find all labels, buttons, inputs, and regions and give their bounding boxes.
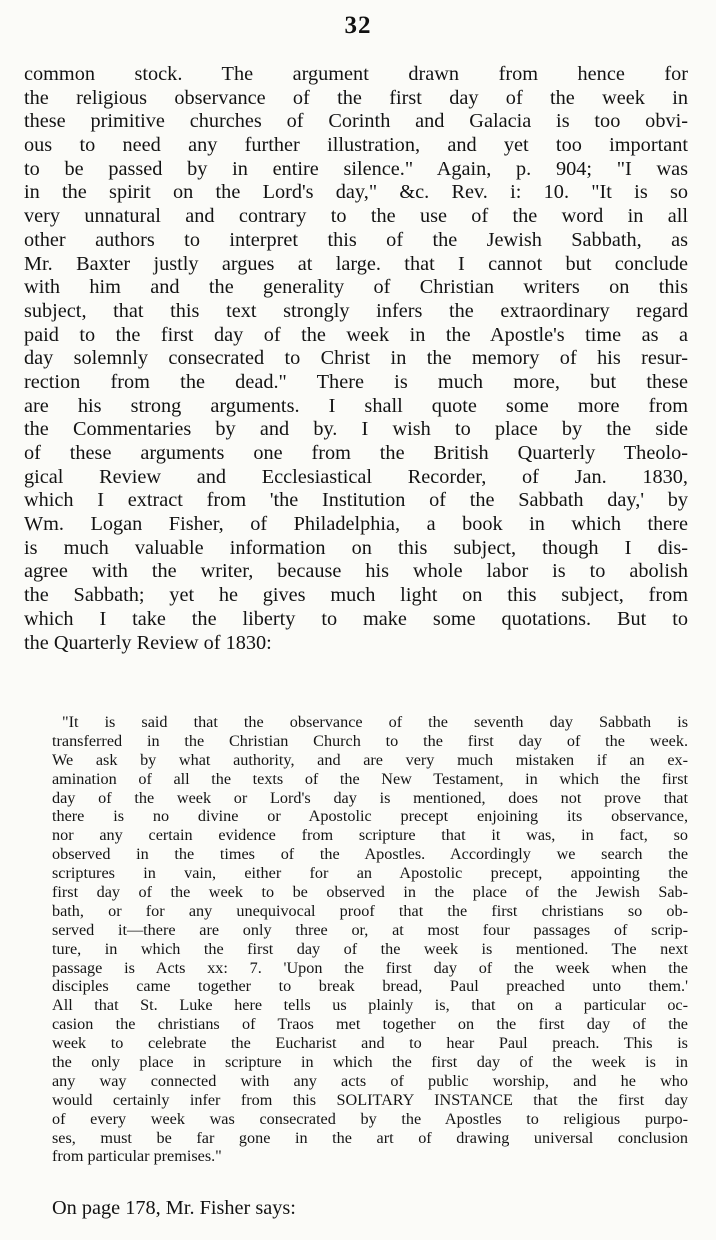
- quote-line: ses, must be far gone in the art of drawing universal conclusion: [52, 1128, 688, 1147]
- body-line: which I extract from 'the Institution of the Sabbath day,' by: [24, 489, 688, 512]
- body-line: the Sabbath; yet he gives much light on this subject, from: [24, 584, 688, 607]
- quote-line: from particular premises.": [52, 1147, 222, 1166]
- body-line: paid to the first day of the week in the Apostle's time as a: [24, 323, 688, 346]
- quote-line: served it—there are only three or, at most four passages of scrip-: [52, 920, 688, 939]
- quote-line: ture, in which the first day of the week is mentioned. The next: [52, 939, 688, 958]
- quote-line: All that St. Luke here tells us plainly is, that on a particular oc-: [52, 996, 688, 1015]
- body-line: rection from the dead." There is much more, but these: [24, 370, 688, 393]
- quote-line: observed in the times of the Apostles. Accordingly we search the: [52, 845, 688, 864]
- quote-line: bath, or for any unequivocal proof that the first christians so ob-: [52, 901, 688, 920]
- body-line: the religious observance of the first day of the week in: [24, 86, 688, 109]
- quote-line: "It is said that the observance of the seventh day Sabbath is: [62, 713, 688, 731]
- body-line: the Commentaries by and by. I wish to place by the side: [24, 418, 688, 441]
- body-line: ous to need any further illustration, and yet too important: [24, 134, 688, 157]
- quote-line: first day of the week to be observed in the place of the Jewish Sab-: [52, 883, 688, 902]
- body-line: the Quarterly Review of 1830:: [24, 631, 272, 654]
- body-line: other authors to interpret this of the Jewish Sabbath, as: [24, 228, 688, 251]
- body-line: agree with the writer, because his whole labor is to abolish: [24, 560, 688, 583]
- quote-line: scriptures in vain, either for an Apostolic precept, appointing the: [52, 864, 688, 883]
- body-paragraph: [24, 63, 688, 655]
- quote-line: of every week was consecrated by the Apostles to religious purpo-: [52, 1109, 688, 1128]
- quote-line: transferred in the Christian Church to the first day of the week.: [52, 731, 688, 750]
- quote-line: week to celebrate the Eucharist and to hear Paul preach. This is: [52, 1034, 688, 1053]
- body-line: is much valuable information on this subject, though I dis-: [24, 536, 688, 559]
- quote-line: there is no divine or Apostolic precept enjoining its observance,: [52, 807, 688, 826]
- quote-line: disciples came together to break bread, Paul preached unto them.': [52, 977, 688, 996]
- body-line: are his strong arguments. I shall quote some more from: [24, 394, 688, 417]
- quote-line: passage is Acts xx: 7. 'Upon the first day of the week when the: [52, 958, 688, 977]
- quote-line: would certainly infer from this SOLITARY INSTANCE that the first day: [52, 1090, 688, 1109]
- body-line: which I take the liberty to make some quotations. But to: [24, 607, 688, 630]
- quote-line: any way connected with any acts of public worship, and he who: [52, 1071, 688, 1090]
- quote-line: amination of all the texts of the New Testament, in which the first: [52, 769, 688, 788]
- quote-line: the only place in scripture in which the first day of the week is in: [52, 1053, 688, 1072]
- body-line: in the spirit on the Lord's day," &c. Rev. i: 10. "It is so: [24, 181, 688, 204]
- quote-line: nor any certain evidence from scripture that it was, in fact, so: [52, 826, 688, 845]
- body-line: to be passed by in entire silence." Again, p. 904; "I was: [24, 157, 688, 180]
- body-line: very unnatural and contrary to the use of the word in all: [24, 205, 688, 228]
- body-line: common stock. The argument drawn from hence for: [24, 63, 688, 85]
- body-line: gical Review and Ecclesiastical Recorder, of Jan. 1830,: [24, 465, 688, 488]
- body-line: Mr. Baxter justly argues at large. that I cannot but conclude: [24, 252, 688, 275]
- page-number: 32: [344, 12, 372, 39]
- closing-line: On page 178, Mr. Fisher says:: [52, 1197, 296, 1219]
- body-line: these primitive churches of Corinth and Galacia is too obvi-: [24, 110, 688, 133]
- body-line: day solemnly consecrated to Christ in the memory of his resur-: [24, 347, 688, 370]
- body-line: with him and the generality of Christian writers on this: [24, 276, 688, 299]
- quote-line: day of the week or Lord's day is mentioned, does not prove that: [52, 788, 688, 807]
- body-line: Wm. Logan Fisher, of Philadelphia, a book in which there: [24, 513, 688, 536]
- block-quote: [52, 713, 688, 1166]
- body-line: of these arguments one from the British Quarterly Theolo-: [24, 442, 688, 464]
- quote-line: We ask by what authority, and are very much mistaken if an ex-: [52, 750, 688, 769]
- body-line: subject, that this text strongly infers the extraordinary regard: [24, 299, 688, 322]
- quote-line: casion the christians of Traos met together on the first day of the: [52, 1015, 688, 1034]
